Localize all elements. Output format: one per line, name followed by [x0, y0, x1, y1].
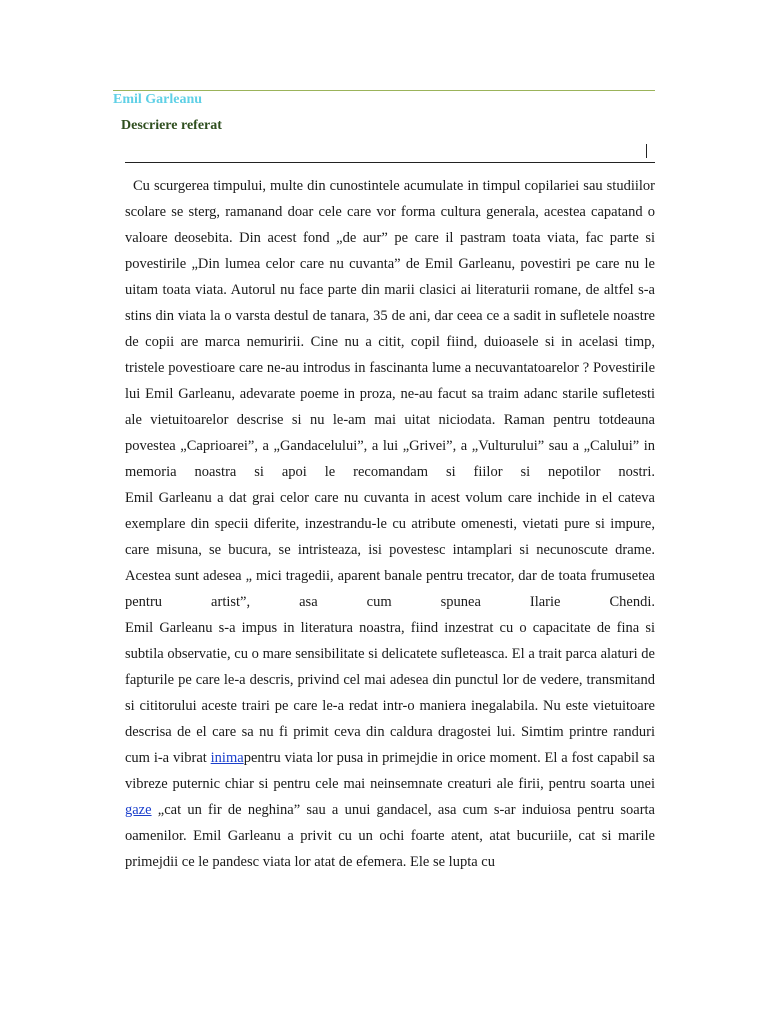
paragraph-grai: Emil Garleanu a dat grai celor care nu cuvanta in acest volum care inchide in el cateva exemplare din specii diferite, inzestrandu-le cu atribute omenesti, vietati pure si impure, care misuna, se bucura, se intristeaza, isi povestesc intamplari si necunoscute drame. Acestea sunt adesea „ mici tragedii, aparent banale pentru trecator, dar de toata frumusetea pentru artist”, asa cum spunea Ilarie Chendi.	[125, 490, 655, 610]
paragraph-text: pentru viata lor pusa in primejdie in orice moment. El a fost capabil sa vibreze puternic chiar si pentru cele mai neinsemnate creaturi ale firii, pentru soarta unei	[125, 750, 655, 792]
paragraph-observatie	[125, 615, 655, 875]
paragraph-text: „cat un fir de neghina” sau a unui gandacel, asa cum s-ar induiosa pentru soarta oamenilor. Emil Garleanu a privit cu un ochi foarte atent, atat bucuriile, cat si marile primejdii ce le pandesc viata lor atat de efemera. Ele se lupta cu	[125, 802, 655, 870]
title-rule	[125, 162, 655, 163]
link-gaze[interactable]: gaze	[125, 802, 152, 818]
text-cursor	[646, 144, 647, 158]
paragraph-text: Emil Garleanu s-a impus in literatura noastra, fiind inzestrat cu o capacitate de fina si subtila observatie, cu o mare sensibilitate si delicatete sufleteasca. El a trait parca alaturi de fapturile pe care le-a descris, privind cel mai adesea din punctul lor de vedere, transmitand si cititorului aceste trairi pe care le-a redat intr-o maniera inegalabila. Nu este vietuitoare descrisa de el care sa nu fi primit ceva din caldura dragostei lui. Simtim printre randuri cum i-a vibrat	[125, 620, 655, 766]
link-inima[interactable]: inima	[210, 750, 244, 766]
paragraph-intro: Cu scurgerea timpului, multe din cunostintele acumulate in timpul copilariei sau studiilor scolare se sterg, ramanand doar cele care vor forma cultura generala, acestea capatand o valoare deosebita. Din acest fond „de aur” pe care il pastram toata viata, fac parte si povestirile „Din lumea celor care nu cuvanta” de Emil Garleanu, povestiri pe care nu le uitam toata viata. Autorul nu face parte din marii clasici ai literaturii romane, de altfel s-a stins din viata la o varsta destul de tanara, 35 de ani, dar ceea ce a sadit in sufletele noastre de copii are marca nemuririi. Cine nu a citit, copil fiind, duioasele si in acelasi timp, tristele povestioare care ne-au introdus in fascinanta lume a necuvantatoarelor ? Povestirile lui Emil Garleanu, adevarate poeme in proza, ne-au facut sa traim adanc starile sufletesti ale vietuitoarelor descrise si nu le-am mai uitat niciodata. Raman pentru totdeauna povestea „Caprioarei”, a „Gandacelului”, a lui „Grivei”, a „Vulturului” sau a „Calului” in memoria noastra si apoi le recomandam si fiilor si nepotilor nostri.	[125, 178, 655, 480]
document-body	[125, 173, 655, 875]
author-name: Emil Garleanu	[113, 92, 203, 107]
document-title: Descriere referat	[121, 118, 222, 133]
